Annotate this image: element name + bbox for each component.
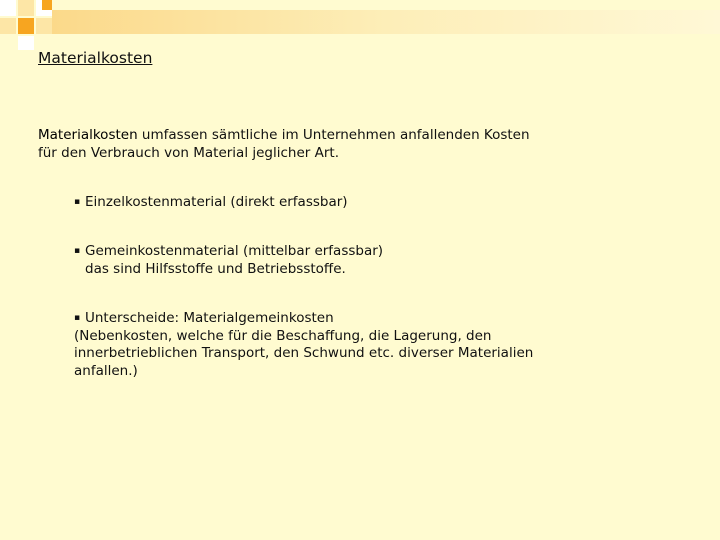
bullet-text: anfallen.) xyxy=(74,362,138,379)
deco-square xyxy=(18,18,34,34)
bullet-text: Einzelkostenmaterial (direkt erfassbar) xyxy=(85,194,348,210)
bullet-marker-icon: ▪ xyxy=(74,197,81,207)
decorative-header-strip xyxy=(0,0,720,50)
intro-paragraph xyxy=(38,126,598,162)
intro-term: Materialkosten xyxy=(38,127,138,143)
intro-text-line2: für den Verbrauch von Material jeglicher Art. xyxy=(38,145,339,161)
bullet-text: innerbetrieblichen Transport, den Schwund etc. diverser Materialien xyxy=(74,345,534,361)
deco-square xyxy=(18,0,34,16)
bullet-text: das sind Hilfsstoffe und Betriebsstoffe. xyxy=(85,260,346,277)
bullet-marker-icon: ▪ xyxy=(74,313,81,323)
deco-square xyxy=(36,18,52,34)
bullet-item xyxy=(74,243,634,278)
bullet-text: Unterscheide: Materialgemeinkosten xyxy=(85,310,334,326)
deco-square xyxy=(42,0,52,10)
bullet-item xyxy=(74,310,634,380)
bullet-marker-icon: ▪ xyxy=(74,246,81,256)
intro-text-line1: umfassen sämtliche im Unternehmen anfallenden Kosten xyxy=(137,127,530,143)
slide-title: Materialkosten xyxy=(38,49,153,67)
decorative-squares xyxy=(0,0,720,50)
bullet-text: Gemeinkostenmaterial (mittelbar erfassbar) xyxy=(85,243,384,259)
bullet-text: (Nebenkosten, welche für die Beschaffung, die Lagerung, den xyxy=(74,327,492,344)
deco-square xyxy=(0,18,16,34)
deco-square xyxy=(0,0,16,16)
deco-square xyxy=(18,36,34,50)
gradient-strip xyxy=(52,10,720,34)
bullet-item xyxy=(74,194,634,212)
